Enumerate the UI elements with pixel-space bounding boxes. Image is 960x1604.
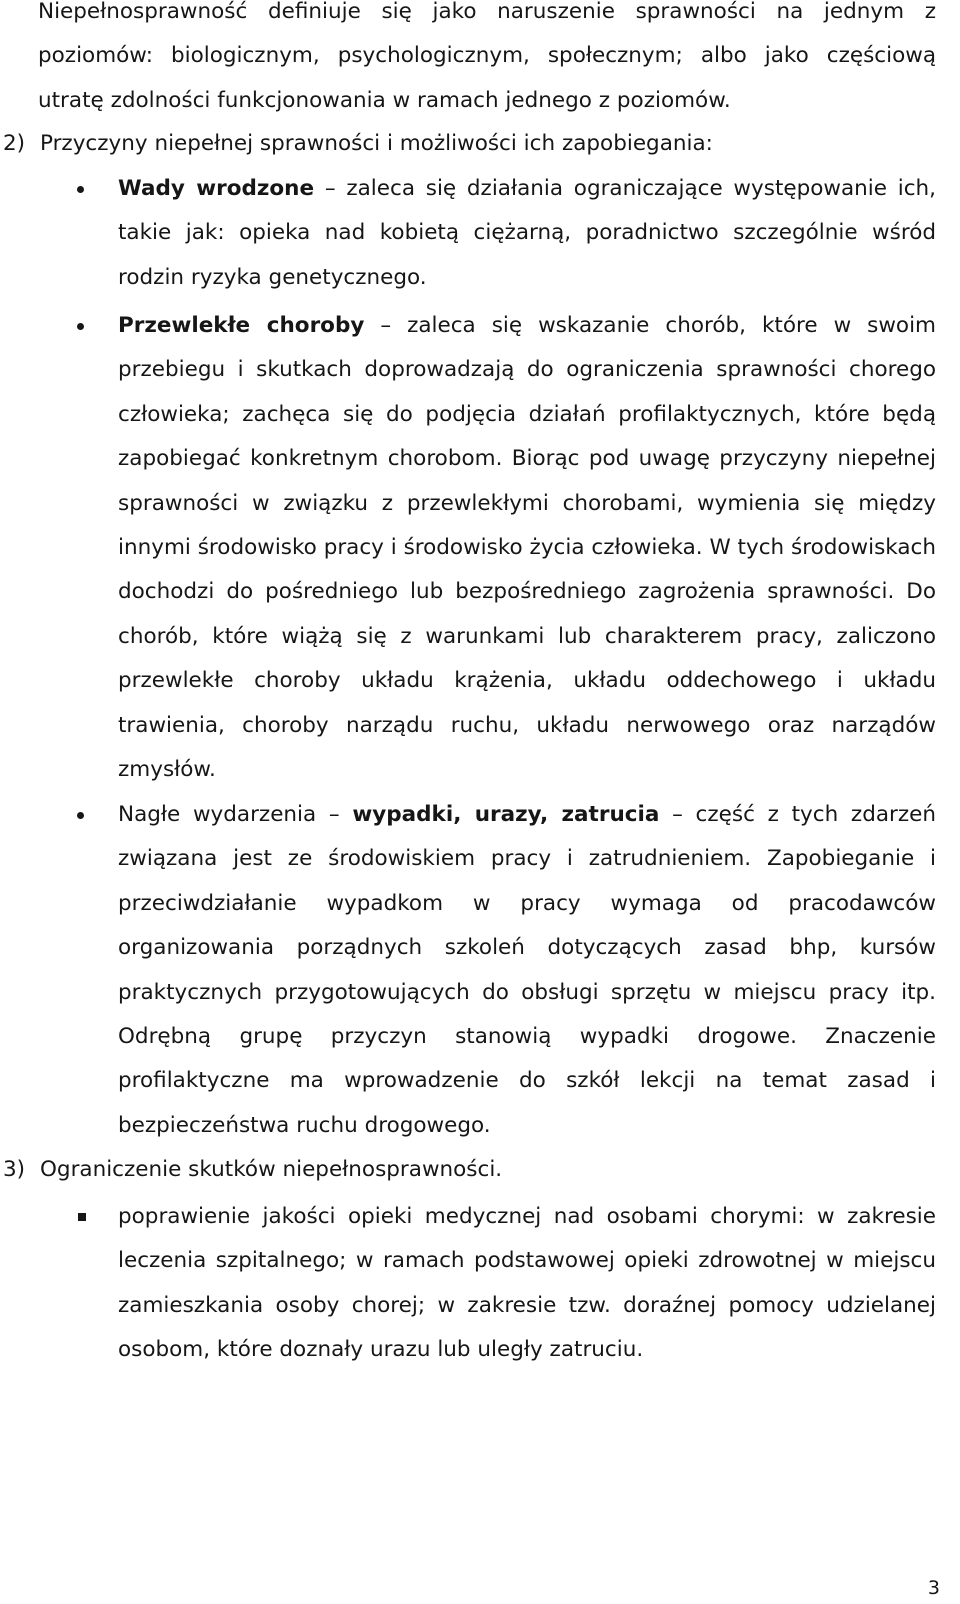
bullet-icon [77,186,84,193]
page-number: 3 [927,1577,940,1599]
item-bold-label: Wady wrodzone [118,176,315,201]
section-2-number: 2) [3,131,26,156]
item-text: – zaleca się działania ograniczające występowanie ich, takie jak: opieka nad kobietą ciężarną, poradnictwo szczególnie wśród rodzin ryzyka genetycznego. [118,176,936,290]
list-item-nagle-wydarzenia [118,793,936,1148]
list-item-przewlekle-choroby [118,304,936,792]
item-bold-label: wypadki, urazy, zatrucia [352,802,660,827]
item-text: – część z tych zdarzeń związana jest ze środowiskiem pracy i zatrudnieniem. Zapobieganie i przeciwdziałanie wypadkom w pracy wymaga od pracodawców organizowania porządnych szkoleń dotyczących zasad bhp, kursów praktycznych przygotowujących do obsługi sprzętu w miejscu pracy itp. Odrębną grupę przyczyn stanowią wypadki drogowe. Znaczenie profilaktyczne ma wprowadzenie do szkół lekcji na temat zasad i bezpieczeństwa ruchu drogowego. [118,802,936,1138]
item-text: – zaleca się wskazanie chorób, które w swoim przebiegu i skutkach doprowadzają do ograniczenia sprawności chorego człowieka; zachęca się do podjęcia działań profilaktycznych, które będą zapobiegać konkretnym chorobom. Biorąc pod uwagę przyczyny niepełnej sprawności w związku z przewlekłymi chorobami, wymienia się między innymi środowisko pracy i środowisko życia człowieka. W tych środowiskach dochodzi do pośredniego lub bezpośredniego zagrożenia sprawności. Do chorób, które wiążą się z warunkami lub charakterem pracy, zaliczono przewlekłe choroby układu krążenia, układu oddechowego i układu trawienia, choroby narządu ruchu, układu nerwowego oraz narządów zmysłów. [118,313,936,783]
intro-text: Niepełnosprawność definiuje się jako naruszenie sprawności na jednym z poziomów: biologicznym, psychologicznym, społecznym; albo jako częściową utratę zdolności funkcjonowania w ramach jednego z poziomów. [38,0,936,113]
section-2-heading: Przyczyny niepełnej sprawności i możliwości ich zapobiegania: [40,131,713,156]
section-3-number: 3) [3,1157,26,1182]
square-bullet-icon [78,1213,86,1221]
item-prefix: Nagłe wydarzenia – [118,802,353,827]
list-item-wady-wrodzone [118,167,936,300]
item-text: poprawienie jakości opieki medycznej nad osobami chorymi: w zakresie leczenia szpitalnego; w ramach podstawowej opieki zdrowotnej w miejscu zamieszkania osoby chorej; w zakresie tzw. doraźnej pomocy udzielanej osobom, które doznały urazu lub uległy zatruciu. [118,1204,936,1363]
list-item-poprawienie-opieki [118,1195,936,1373]
bullet-icon [77,323,84,330]
item-bold-label: Przewlekłe choroby [118,313,365,338]
section-3-heading: Ograniczenie skutków niepełnosprawności. [40,1157,503,1182]
bullet-icon [77,812,84,819]
intro-paragraph [38,0,936,123]
